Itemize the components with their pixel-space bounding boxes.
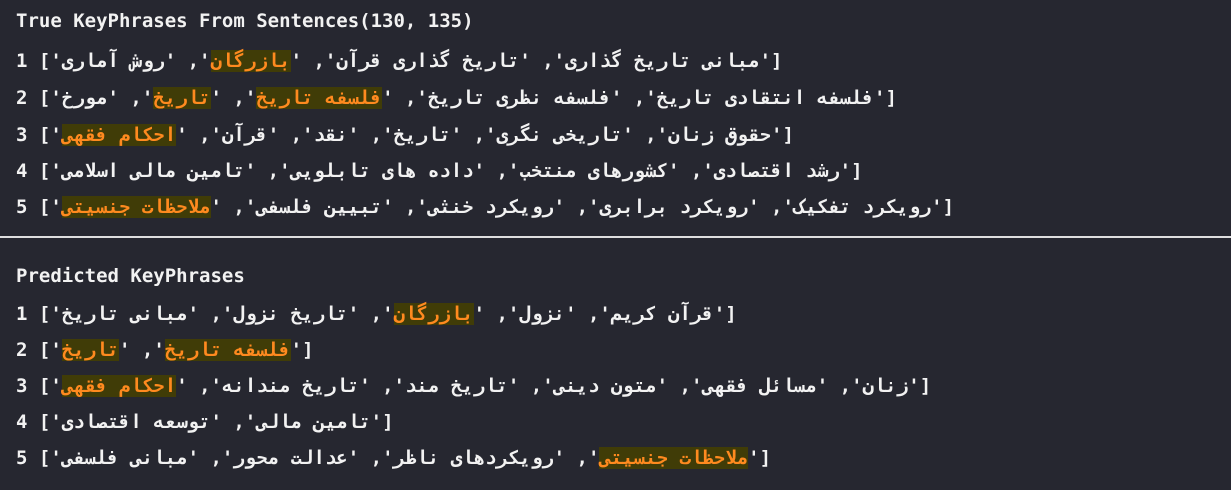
phrase-text: ', 'تاریخ نزول', 'مبانی تاریخ' [50, 303, 394, 325]
section-divider [0, 236, 1231, 238]
true-row-3: 3 [ 'حقوق زنان', 'تاریخی نگری', 'تاریخ', 'نقد', 'قرآن', 'احکام فقهی' ] [16, 124, 794, 146]
phrase-list: 'تامین مالی', 'توسعه اقتصادی' [50, 411, 383, 433]
row-index: 3 [16, 375, 28, 397]
matched-phrase-highlight: تاریخ [61, 339, 119, 361]
matched-phrase-highlight: احکام فقهی [61, 375, 177, 397]
phrase-list [50, 339, 302, 361]
predicted-row-2: 2 [ 'فلسفه تاریخ', 'تاریخ' ] [16, 339, 314, 361]
phrase-text: ', ' [119, 339, 165, 361]
phrase-text: 'حقوق زنان', 'تاریخی نگری', 'تاریخ', 'نقد', 'قرآن', ' [176, 124, 783, 146]
row-index: 5 [16, 196, 28, 218]
phrase-text: 'مبانی تاریخ گذاری', 'تاریخ گذاری قرآن', ' [290, 50, 772, 72]
matched-phrase-highlight: احکام فقهی [61, 124, 177, 146]
row-index: 1 [16, 303, 28, 325]
phrase-text: 'زنان', 'مسائل فقهی', 'متون دینی', 'تاریخ مند', 'تاریخ مندانه', ' [176, 375, 920, 397]
phrase-list [50, 87, 885, 109]
phrase-list [50, 50, 771, 72]
phrase-text: ', 'مورخ' [50, 87, 154, 109]
true-keyphrases-title: True KeyPhrases From Sentences(130, 135) [16, 10, 474, 32]
row-index: 1 [16, 50, 28, 72]
matched-phrase-highlight: فلسفه تاریخ [164, 339, 291, 361]
phrase-text: ' [50, 196, 62, 218]
phrase-text: ' [50, 124, 62, 146]
predicted-keyphrases-title: Predicted KeyPhrases [16, 265, 245, 287]
row-index: 4 [16, 411, 28, 433]
row-index: 2 [16, 339, 28, 361]
phrase-text: 'قرآن کریم', 'نزول', ' [473, 303, 726, 325]
phrase-text: 'رویکرد تفکیک', 'رویکرد برابری', 'رویکرد خنثی', 'تبیین فلسفی', ' [210, 196, 943, 218]
matched-phrase-highlight: ملاحظات جنسیتی [61, 196, 211, 218]
true-row-1: 1 [ 'مبانی تاریخ گذاری', 'تاریخ گذاری قرآن', 'بازرگان', 'روش آماری' ] [16, 50, 783, 72]
phrase-list [50, 447, 759, 469]
row-index: 5 [16, 447, 28, 469]
phrase-list [50, 303, 725, 325]
matched-phrase-highlight: فلسفه تاریخ [256, 87, 383, 109]
predicted-row-3: 3 [ 'زنان', 'مسائل فقهی', 'متون دینی', 'تاریخ مند', 'تاریخ مندانه', 'احکام فقهی' ] [16, 375, 932, 397]
matched-phrase-highlight: ملاحظات جنسیتی [599, 447, 749, 469]
row-index: 4 [16, 160, 28, 182]
matched-phrase-highlight: تاریخ [153, 87, 211, 109]
phrase-list [50, 196, 942, 218]
predicted-row-4: 4 ['تامین مالی', 'توسعه اقتصادی'] [16, 411, 394, 433]
true-row-2: 2 [ 'فلسفه انتقادی تاریخ', 'فلسفه نظری تاریخ', 'فلسفه تاریخ', 'تاریخ', 'مورخ' ] [16, 87, 897, 109]
phrase-text: 'فلسفه انتقادی تاریخ', 'فلسفه نظری تاریخ', ' [382, 87, 886, 109]
phrase-list [50, 375, 919, 397]
row-index: 2 [16, 87, 28, 109]
phrase-text: ' [50, 339, 62, 361]
phrase-text: ', ' [210, 87, 257, 109]
phrase-text: ' [290, 339, 303, 361]
phrase-text: ' [50, 375, 62, 397]
row-index: 3 [16, 124, 28, 146]
phrase-list [50, 124, 782, 146]
phrase-list: 'رشد اقتصادی', 'کشورهای منتخب', 'داده های تابلویی', 'تامین مالی اسلامی' [50, 160, 852, 182]
matched-phrase-highlight: بازرگان [393, 303, 474, 325]
true-row-4: 4 ['رشد اقتصادی', 'کشورهای منتخب', 'داده های تابلویی', 'تامین مالی اسلامی'] [16, 160, 863, 182]
phrase-text: ' [748, 447, 760, 469]
phrase-text: ', 'روش آماری' [50, 50, 211, 72]
true-row-5: 5 [ 'رویکرد تفکیک', 'رویکرد برابری', 'رویکرد خنثی', 'تبیین فلسفی', 'ملاحظات جنسیتی' ] [16, 196, 955, 218]
phrase-text: ', 'رویکردهای ناظر', 'عدالت محور', 'مبانی فلسفی' [50, 447, 600, 469]
matched-phrase-highlight: بازرگان [210, 50, 291, 72]
predicted-row-5: 5 [ 'ملاحظات جنسیتی', 'رویکردهای ناظر', 'عدالت محور', 'مبانی فلسفی' ] [16, 447, 772, 469]
predicted-row-1: 1 [ 'قرآن کریم', 'نزول', 'بازرگان', 'تاریخ نزول', 'مبانی تاریخ' ] [16, 303, 737, 325]
